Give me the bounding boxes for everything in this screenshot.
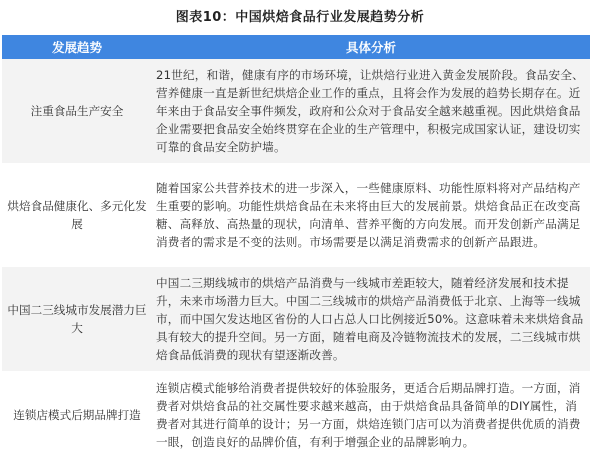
trend-cell: 中国二三线城市发展潜力巨大 <box>2 267 152 371</box>
detail-cell: 中国二三期线城市的烘焙产品消费与一线城市差距较大，随着经济发展和技术提升，未来市场潜力巨大。中国二三线城市的烘焙产品消费低于北京、上海等一线城市，而中国欠发达地区省份的人口占总人口比例接近50%。这意味着未来烘焙食品具有较大的提升空间。另一方面，随着电商及冷链物流技术的发展，二三线城市烘焙食品低消费的现状有望逐渐改善。 <box>152 267 590 371</box>
column-header-detail: 具体分析 <box>152 35 590 59</box>
table-row <box>2 163 590 267</box>
trend-cell: 连锁店模式后期品牌打造 <box>2 371 152 459</box>
detail-cell: 随着国家公共营养技术的进一步深入，一些健康原料、功能性原料将对产品结构产生重要的影响。功能性烘焙食品在未来将由巨大的发展前景。烘焙食品正在改变高糖、高释放、高热量的现状，向清单、营养平衡的方向发展。而开发创新产品满足消费者的需求是不变的法则。市场需要是以满足消费需求的创新产品跟进。 <box>152 163 590 267</box>
table-row <box>2 59 590 163</box>
table-row <box>2 267 590 371</box>
trend-cell: 注重食品生产安全 <box>2 59 152 163</box>
table-header-row <box>2 35 590 59</box>
trend-cell: 烘焙食品健康化、多元化发展 <box>2 163 152 267</box>
detail-cell: 21世纪，和谐，健康有序的市场环境，让烘焙行业进入黄金发展阶段。食品安全、营养健康一直是新世纪烘焙企业工作的重点，且将会作为发展的趋势长期存在。近年来由于食品安全事件频发，政府和公众对于食品安全越来越重视。因此烘焙食品企业需要把食品安全始终贯穿在企业的生产管理中，积极完成国家认证，建设切实可靠的食品安全防护墙。 <box>152 59 590 163</box>
trend-analysis-table <box>2 35 590 459</box>
chart-title: 图表10：中国烘焙食品行业发展趋势分析 <box>175 10 425 25</box>
column-header-trend: 发展趋势 <box>2 35 152 59</box>
table-row <box>2 371 590 459</box>
detail-cell: 连锁店模式能够给消费者提供较好的体验服务，更适合后期品牌打造。一方面，消费者对烘焙食品的社交属性要求越来越高，由于烘焙食品具备简单的DIY属性，消费者对其进行简单的设计；另一方面，烘焙连锁门店可以为消费者提供优质的消费一眼，创造良好的品牌价值，有利于增强企业的品牌影响力。 <box>152 371 590 459</box>
